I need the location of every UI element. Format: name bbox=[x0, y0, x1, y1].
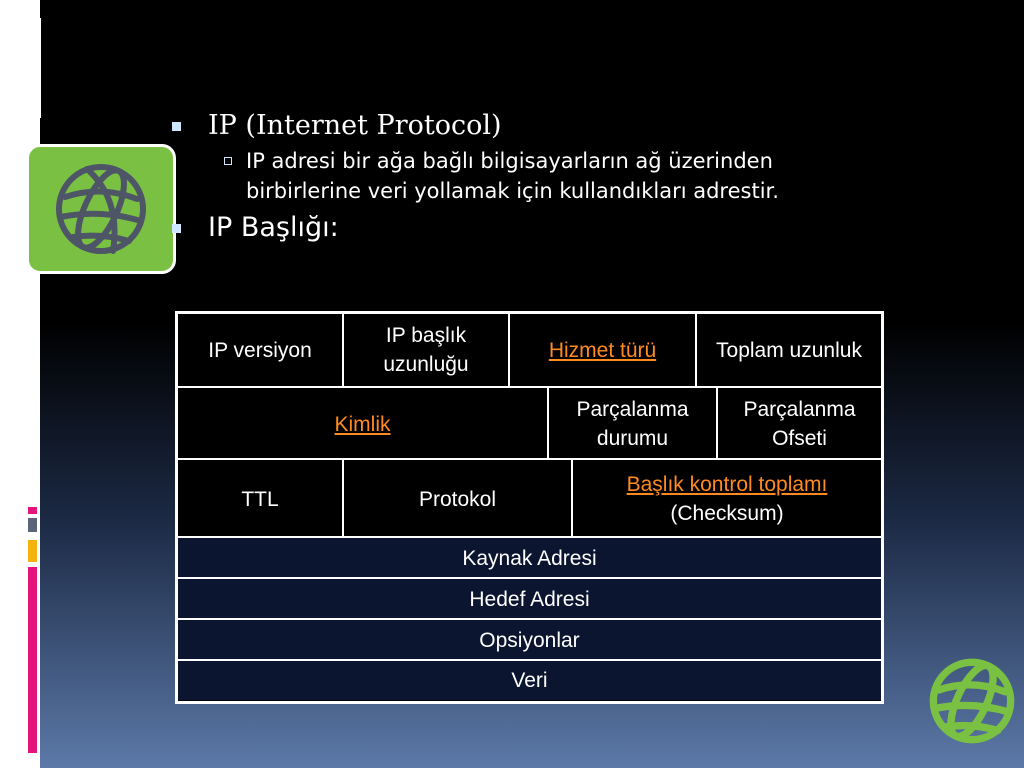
globe-icon bbox=[51, 159, 151, 259]
cell-service-type bbox=[510, 314, 697, 386]
checksum-note: (Checksum) bbox=[670, 502, 784, 525]
bullet-ip-protocol bbox=[172, 108, 872, 144]
bullet-text: IP Başlığı: bbox=[208, 212, 339, 243]
table-row bbox=[178, 386, 881, 460]
cell-data: Veri bbox=[511, 669, 548, 692]
sub-bullet-text: IP adresi bir ağa bağlı bilgisayarların ağ üzerinden birbirlerine veri yollamak için kullandıkları adrestir. bbox=[246, 149, 779, 203]
cell-ttl: TTL bbox=[178, 460, 344, 538]
accent-yellow-bar bbox=[28, 540, 37, 562]
globe-badge bbox=[26, 144, 176, 274]
accent-pink-bar bbox=[28, 507, 37, 514]
ip-header-table bbox=[175, 311, 884, 704]
table-row bbox=[178, 618, 881, 661]
globe-icon bbox=[926, 655, 1018, 747]
cell-checksum bbox=[573, 460, 881, 538]
bullet-outline-square-icon bbox=[224, 157, 232, 165]
bullet-text: IP (Internet Protocol) bbox=[208, 110, 502, 141]
sub-bullet-definition bbox=[172, 146, 872, 206]
cell-ip-version: IP versiyon bbox=[178, 314, 344, 386]
cell-source-address: Kaynak Adresi bbox=[462, 547, 597, 570]
bullet-square-icon bbox=[172, 122, 181, 131]
bullet-ip-header bbox=[172, 210, 872, 246]
bullet-list bbox=[172, 108, 872, 246]
checksum-link[interactable]: Başlık kontrol toplamı bbox=[626, 473, 828, 496]
cell-header-length: IP başlık uzunluğu bbox=[344, 314, 510, 386]
identification-link[interactable]: Kimlik bbox=[334, 412, 391, 436]
cell-fragment-offset: Parçalanma Ofseti bbox=[743, 398, 856, 450]
accent-pink-bar-long bbox=[28, 567, 37, 753]
table-row bbox=[178, 536, 881, 579]
cell-identification bbox=[178, 388, 549, 460]
table-row bbox=[178, 314, 881, 386]
bullet-square-icon bbox=[172, 224, 181, 233]
cell-protocol: Protokol bbox=[344, 460, 573, 538]
cell-fragment-flags: Parçalanma durumu bbox=[549, 388, 718, 460]
table-row bbox=[178, 577, 881, 620]
table-row bbox=[178, 458, 881, 538]
cell-destination-address: Hedef Adresi bbox=[469, 588, 590, 611]
accent-gray-bar bbox=[28, 518, 37, 532]
cell-total-length: Toplam uzunluk bbox=[716, 338, 862, 362]
service-type-link[interactable]: Hizmet türü bbox=[548, 338, 657, 362]
table-row bbox=[178, 659, 881, 700]
cell-options: Opsiyonlar bbox=[479, 629, 580, 652]
